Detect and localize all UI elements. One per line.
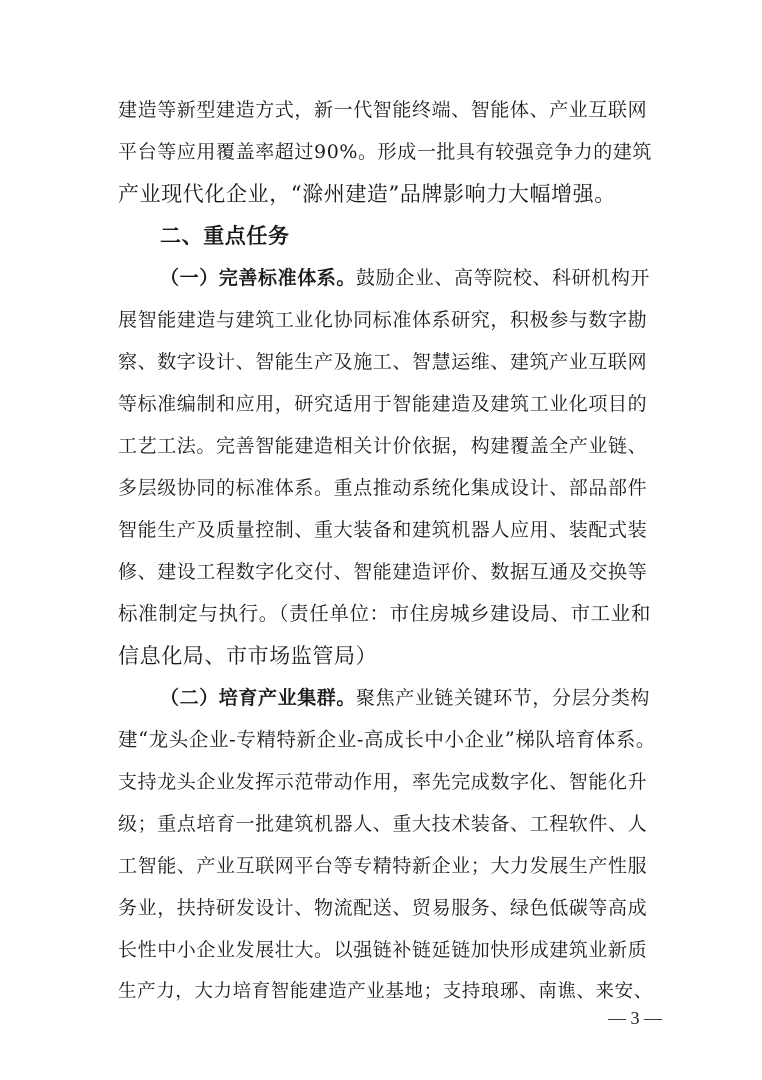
paragraph-line: 工艺工法。完善智能建造相关计价依据，构建覆盖全产业链、: [118, 435, 648, 457]
paragraph-line: 等标准编制和应用，研究适用于智能建造及建筑工业化项目的: [118, 393, 648, 415]
item-first-line-text: 鼓励企业、高等院校、科研机构开: [356, 267, 651, 289]
paragraph-line: 修、建设工程数字化交付、智能建造评价、数据互通及交换等: [118, 561, 648, 583]
item-first-line: [160, 263, 658, 293]
paragraph-line: 产业现代化企业，“滁州建造”品牌影响力大幅增强。: [118, 182, 616, 206]
paragraph-line: 察、数字设计、智能生产及施工、智慧运维、建筑产业互联网: [118, 351, 648, 373]
paragraph-line: 展智能建造与建筑工业化协同标准体系研究，积极参与数字勘: [118, 309, 648, 331]
paragraph-line: 级；重点培育一批建筑机器人、重大技术装备、工程软件、人: [118, 813, 648, 835]
item-first-line: [160, 683, 658, 713]
paragraph-line: 务业，扶持研发设计、物流配送、贸易服务、绿色低碳等高成: [118, 897, 648, 919]
paragraph-line: 多层级协同的标准体系。重点推动系统化集成设计、部品部件: [118, 477, 648, 499]
item-first-line-text: 聚焦产业链关键环节，分层分类构: [356, 687, 651, 709]
paragraph-line: 工智能、产业互联网平台等专精特新企业；大力发展生产性服: [118, 855, 648, 877]
item-title: （一）完善标准体系。: [160, 267, 357, 289]
paragraph-line: 支持龙头企业发挥示范带动作用，率先完成数字化、智能化升: [118, 771, 648, 793]
page-number: — 3 —: [608, 1008, 662, 1028]
paragraph-line: 生产力，大力培育智能建造产业基地；支持琅琊、南谯、来安、: [118, 981, 653, 1002]
paragraph-line: 长性中小企业发展壮大。以强链补链延链加快形成建筑业新质: [118, 939, 648, 961]
section-heading: 二、重点任务: [160, 224, 290, 248]
paragraph-line: 建“龙头企业-专精特新企业-高成长中小企业”梯队培育体系。: [118, 728, 657, 751]
paragraph-line: 平台等应用覆盖率超过90%。形成一批具有较强竞争力的建筑: [118, 141, 653, 163]
paragraph-line: 信息化局、市市场监管局）: [118, 644, 378, 668]
paragraph-line: 标准制定与执行。（责任单位：市住房城乡建设局、市工业和: [118, 602, 651, 625]
paragraph-line: 智能生产及质量控制、重大装备和建筑机器人应用、装配式装: [118, 519, 648, 541]
item-title: （二）培育产业集群。: [160, 687, 357, 709]
paragraph-line: 建造等新型建造方式，新一代智能终端、智能体、产业互联网: [118, 99, 648, 121]
